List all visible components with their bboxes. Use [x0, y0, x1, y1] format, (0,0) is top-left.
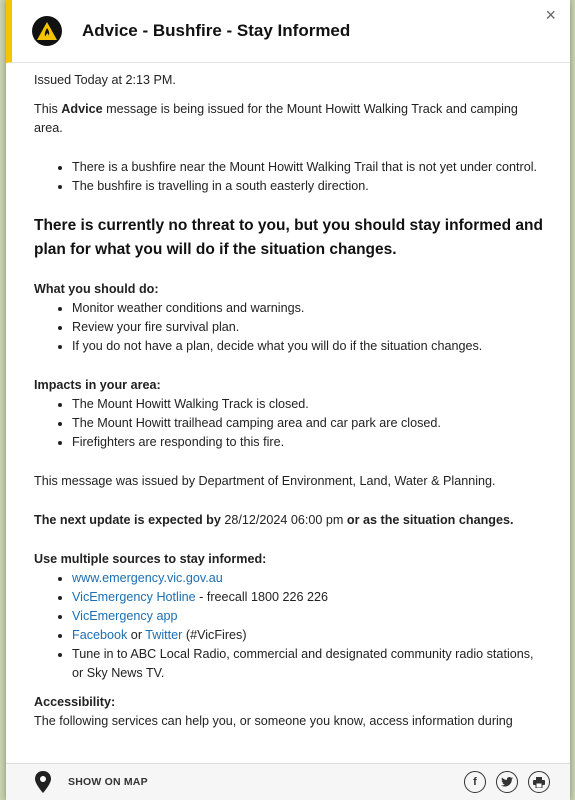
list-item: • There is a bushfire near the Mount Howitt Walking Trail that is not yet under control. — [72, 158, 548, 177]
dialog-footer — [6, 763, 570, 800]
list-item: • Review your fire survival plan. — [72, 318, 548, 337]
sources-list — [34, 569, 548, 683]
list-item: • Tune in to ABC Local Radio, commercial and designated community radio stations, or Sky News TV. — [72, 645, 548, 683]
dialog-title: Advice - Bushfire - Stay Informed — [82, 21, 351, 40]
facebook-link[interactable]: Facebook — [72, 628, 128, 642]
sources-heading: Use multiple sources to stay informed: — [34, 552, 267, 566]
close-icon[interactable]: × — [545, 5, 556, 25]
what-list — [34, 299, 548, 356]
issued-by: This message was issued by Department of Environment, Land, Water & Planning. — [34, 474, 496, 488]
impacts-heading: Impacts in your area: — [34, 378, 161, 392]
warning-dialog — [6, 0, 570, 800]
show-on-map-button[interactable]: SHOW ON MAP — [68, 776, 148, 788]
list-item: • Facebook or Twitter (#VicFires) — [72, 626, 548, 645]
accessibility-heading: Accessibility: — [34, 695, 116, 709]
next-update: The next update is expected by 28/12/2024 06:00 pm or as the situation changes. — [34, 513, 514, 527]
list-item — [72, 569, 548, 588]
twitter-share-icon[interactable] — [496, 771, 518, 793]
map-pin-icon[interactable] — [34, 771, 52, 793]
twitter-link[interactable]: Twitter — [145, 628, 183, 642]
list-item: • If you do not have a plan, decide what you will do if the situation changes. — [72, 337, 548, 356]
situation-list — [34, 158, 548, 196]
website-link[interactable]: www.emergency.vic.gov.au — [72, 571, 223, 585]
app-link[interactable]: VicEmergency app — [72, 609, 178, 623]
list-item: • The bushfire is travelling in a south easterly direction. — [72, 177, 548, 196]
hotline-link[interactable]: VicEmergency Hotline — [72, 590, 196, 604]
list-item: • The Mount Howitt trailhead camping area and car park are closed. — [72, 414, 548, 433]
list-item: • VicEmergency Hotline - freecall 1800 226 226 — [72, 588, 548, 607]
fire-warning-icon — [32, 16, 62, 46]
dialog-header — [6, 0, 570, 63]
facebook-share-icon[interactable]: f — [464, 771, 486, 793]
list-item: • The Mount Howitt Walking Track is closed. — [72, 395, 548, 414]
threat-message: There is currently no threat to you, but you should stay informed and plan for what you will do if the situation changes. — [34, 217, 543, 258]
impacts-list — [34, 395, 548, 452]
message-body — [6, 63, 570, 763]
list-item — [72, 607, 548, 626]
issued-time: Issued Today at 2:13 PM. — [34, 73, 176, 87]
accessibility-text: The following services can help you, or someone you know, access information during — [34, 714, 513, 728]
list-item: • Firefighters are responding to this fire. — [72, 433, 548, 452]
what-heading: What you should do: — [34, 282, 159, 296]
intro-text: This Advice message is being issued for the Mount Howitt Walking Track and camping area. — [34, 102, 518, 135]
print-icon[interactable] — [528, 771, 550, 793]
list-item: • Monitor weather conditions and warnings. — [72, 299, 548, 318]
